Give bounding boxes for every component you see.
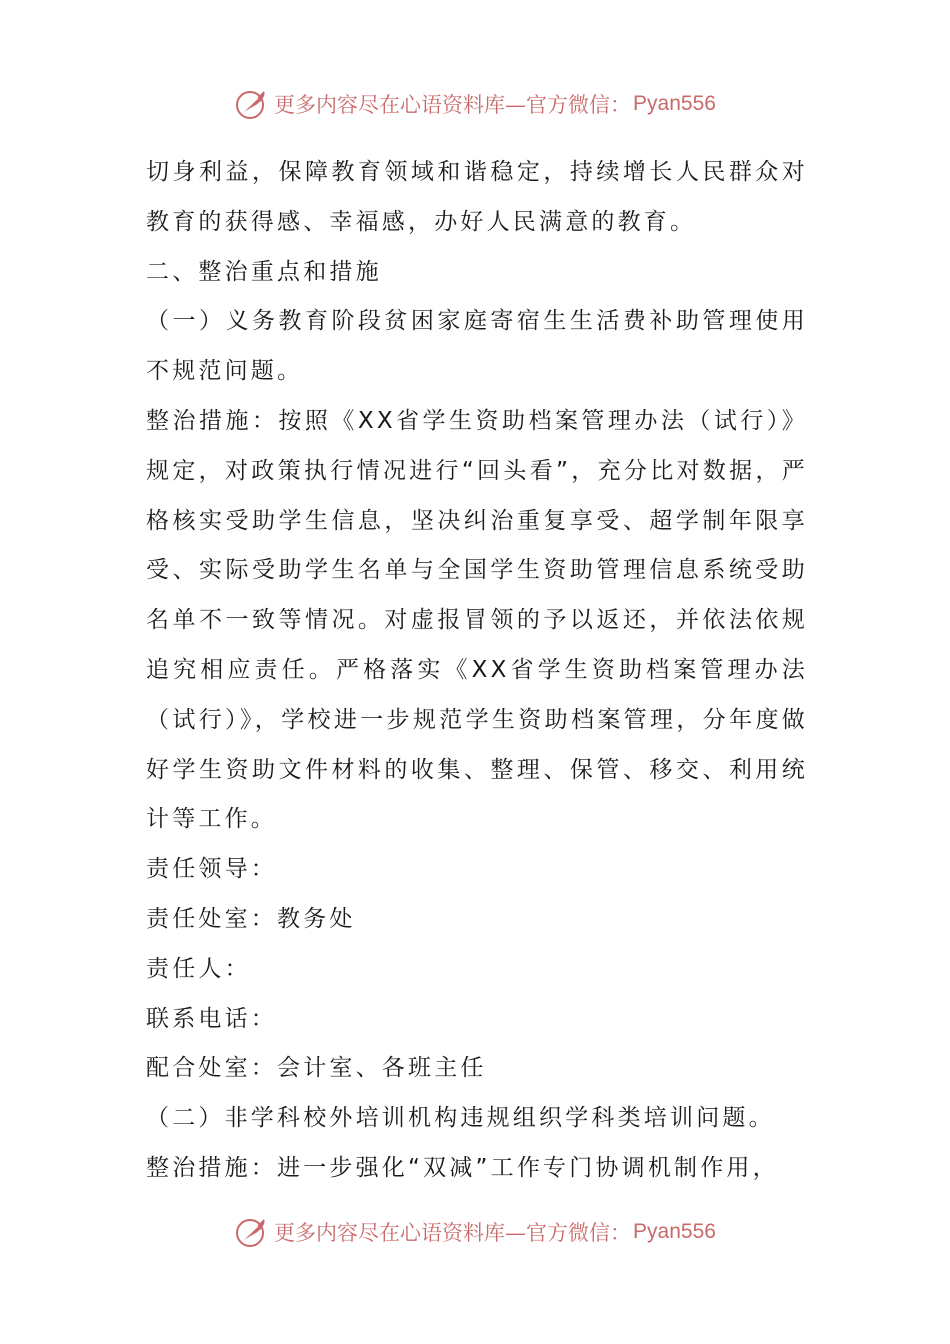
banner-wechat-handle: Pyan556 [633, 92, 716, 115]
item-heading-two: （二）非学科校外培训机构违规组织学科类培训问题。 [146, 1105, 775, 1132]
measures-paragraph-one: 整治措施：按照《XX省学生资助档案管理办法（试行）》规定，对政策执行情况进行“回头看”，充分比对数据，严格核实受助学生信息，坚决纠治重复享受、超学制年限享受、实际受助学生名单与全国学生资助管理信息系统受助名单不一致等情况。对虚报冒领的予以返还，并依法依规追究相应责任。严格落实《XX省学生资助档案管理办法（试行）》，学校进一步规范学生资助档案管理，分年度做好学生资助文件材料的收集、整理、保管、移交、利用统计等工作。 [146, 407, 808, 833]
section-heading: 二、整治重点和措施 [146, 258, 382, 285]
banner-wechat-handle: Pyan556 [633, 1220, 716, 1243]
item-heading-one: （一）义务教育阶段贫困家庭寄宿生生活费补助管理使用不规范问题。 [146, 308, 808, 385]
responsible-office: 责任处室：教务处 [146, 905, 356, 932]
header-watermark-banner [0, 84, 950, 124]
feather-pen-icon [234, 86, 270, 122]
banner-text: 更多内容尽在心语资料库—官方微信： [274, 1221, 632, 1245]
feather-pen-icon [234, 1214, 270, 1250]
measures-paragraph-two: 整治措施：进一步强化“双减”工作专门协调机制作用， [146, 1154, 779, 1181]
paragraph-intro-continuation: 切身利益，保障教育领域和谐稳定，持续增长人民群众对教育的获得感、幸福感，办好人民满意的教育。 [146, 159, 808, 235]
responsible-leader: 责任领导： [146, 856, 277, 883]
contact-phone: 联系电话： [146, 1005, 277, 1032]
responsible-person: 责任人： [146, 955, 251, 982]
document-body [146, 148, 808, 1194]
footer-watermark-banner [0, 1212, 950, 1252]
banner-text: 更多内容尽在心语资料库—官方微信： [274, 93, 632, 117]
cooperating-office: 配合处室：会计室、各班主任 [146, 1055, 487, 1082]
